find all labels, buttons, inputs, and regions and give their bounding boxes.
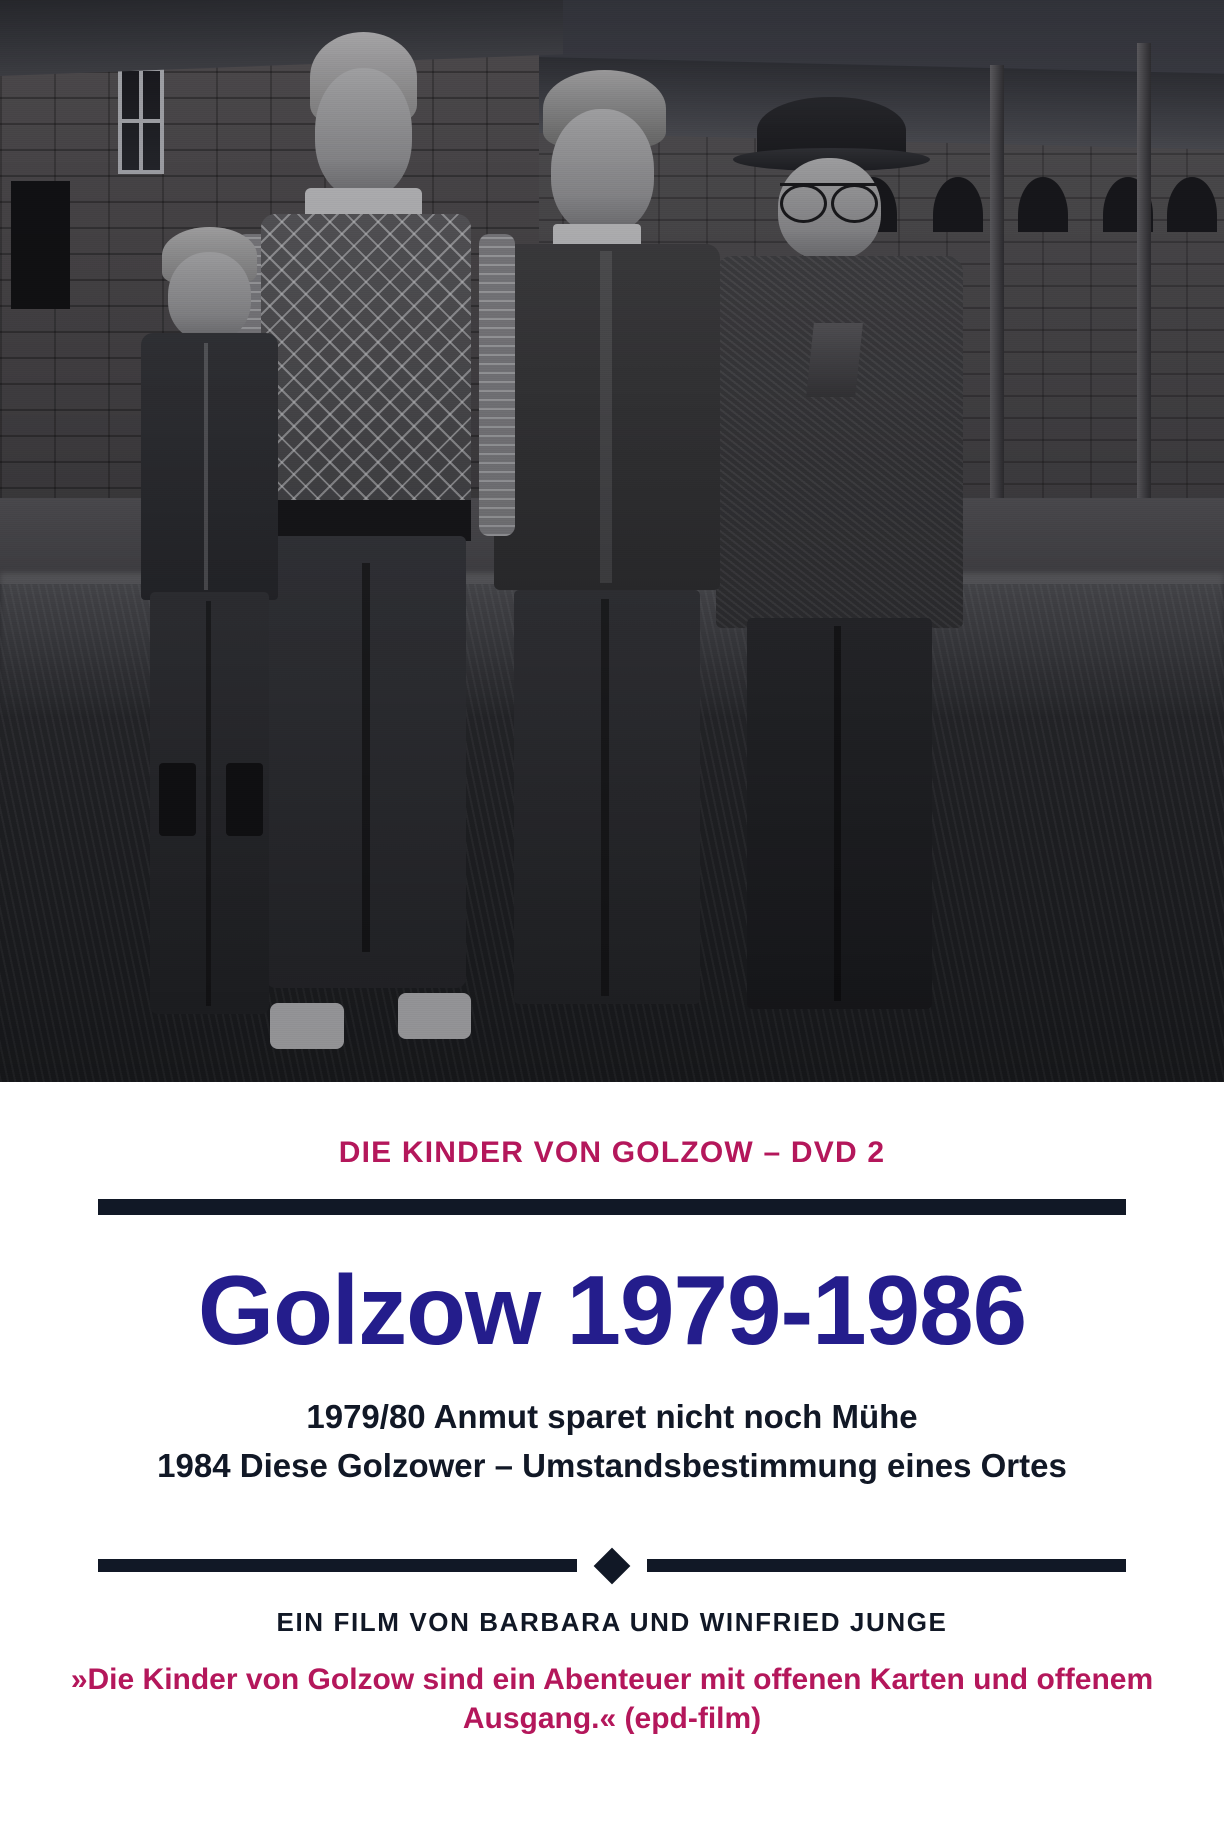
head — [551, 109, 654, 234]
trousers — [747, 618, 932, 1009]
divider-ornament — [98, 1553, 1126, 1579]
person-old-man — [716, 97, 973, 1028]
trousers — [514, 590, 700, 1004]
knee-patch — [226, 763, 263, 836]
divider-bar-left — [98, 1559, 577, 1572]
person-young-man — [251, 32, 496, 1038]
cover-text-area — [0, 1082, 1224, 1826]
shoe-right — [398, 993, 471, 1038]
coat-lapel — [806, 323, 863, 397]
house-window — [118, 67, 164, 174]
jacket — [494, 244, 719, 591]
divider-rule-top — [98, 1199, 1126, 1215]
child-jacket — [141, 333, 279, 601]
diamond-icon — [594, 1548, 631, 1585]
vest-waistband — [261, 500, 472, 540]
sleeve-right — [479, 234, 516, 536]
subtitle-list — [60, 1392, 1164, 1491]
jeans — [266, 536, 467, 989]
person-child — [135, 227, 288, 1039]
argyle-vest — [261, 214, 472, 516]
person-middle-man — [490, 70, 735, 1033]
barn-arch — [1018, 177, 1068, 232]
house-doorway — [11, 181, 70, 308]
subtitle-line-1: 1979/80 Anmut sparet nicht noch Mühe — [306, 1397, 918, 1435]
series-title: DIE KINDER VON GOLZOW – DVD 2 — [338, 1136, 886, 1169]
divider-bar-right — [647, 1559, 1126, 1572]
head — [315, 68, 413, 199]
hat — [757, 97, 906, 167]
glasses-icon — [780, 183, 878, 208]
subtitle-line-2: 1984 Diese Golzower – Umstandsbestimmung eines Ortes — [157, 1447, 1067, 1485]
barn-arch — [1167, 177, 1217, 232]
coat — [716, 256, 963, 628]
film-credits: EIN FILM VON BARBARA UND WINFRIED JUNGE — [276, 1606, 948, 1637]
knee-patch — [159, 763, 196, 836]
press-quote: »Die Kinder von Golzow sind ein Abenteuer mit offenen Karten und offenem Ausgang.« (epd-film) — [70, 1662, 1154, 1735]
page-title: Golzow 1979-1986 — [197, 1255, 1027, 1365]
head — [168, 252, 251, 341]
